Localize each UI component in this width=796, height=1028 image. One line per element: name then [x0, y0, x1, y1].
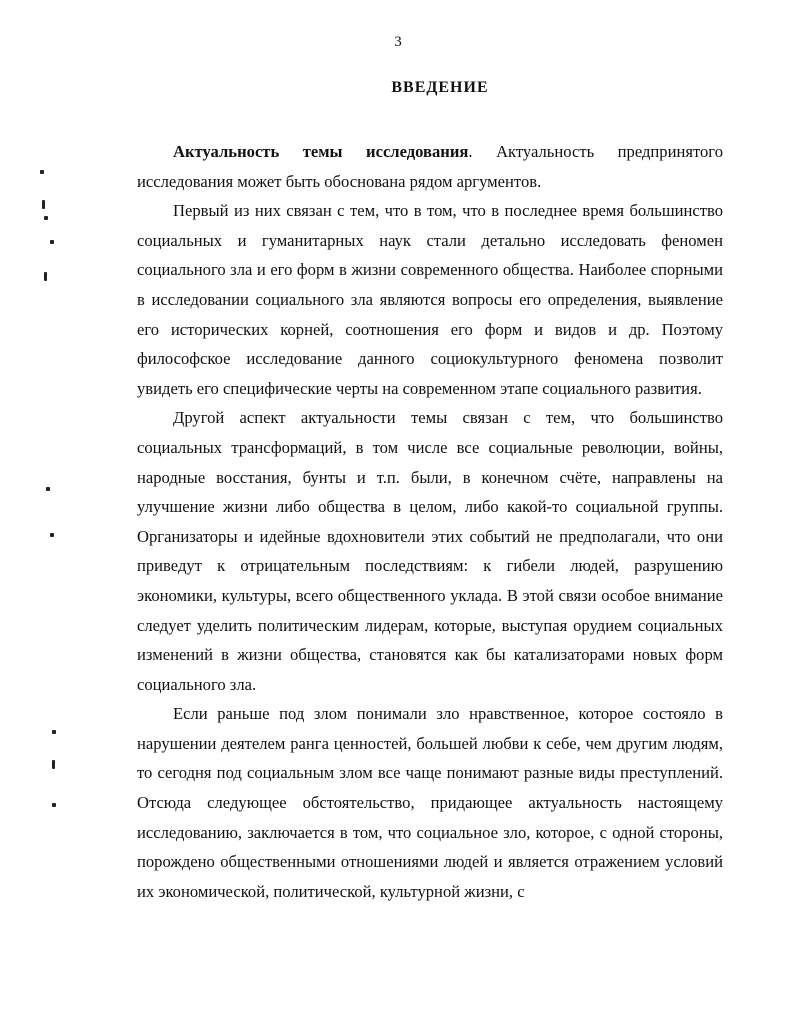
scan-mark [50, 240, 54, 244]
paragraph-3: Другой аспект актуальности темы связан с тем, что большинство социальных трансформаций, в том числе все социальные революции, войны, народные восстания, бунты и т.п. были, в конечном счёте, направлены на улучшение жизни либо общества в целом, либо какой-то социальной группы. Организаторы и идейные вдохновители этих событий не предполагали, что они приведут к отрицательным последствиям: к гибели людей, разрушению экономики, культуры, всего общественного уклада. В этой связи особое внимание следует уделить политическим лидерам, которые, выступая орудием социальных изменений в жизни общества, становятся как бы катализаторами новых форм социального зла. [137, 408, 723, 694]
scan-mark [40, 170, 44, 174]
scan-mark [52, 760, 55, 769]
scan-mark [52, 803, 56, 807]
paragraph-1-lead: Актуальность темы исследования [173, 142, 469, 161]
scan-mark [50, 533, 54, 537]
scan-mark [44, 216, 48, 220]
paragraph-1 [137, 137, 723, 196]
page-title: ВВЕДЕНИЕ [391, 79, 489, 96]
scan-mark [46, 487, 50, 491]
scan-mark [44, 272, 47, 281]
scan-mark [42, 200, 45, 209]
paragraph-4: Если раньше под злом понимали зло нравственное, которое состояло в нарушении деятелем ранга ценностей, большей любви к себе, чем другим людям, то сегодня под социальным злом все чаще понимают разные виды преступлений. Отсюда следующее обстоятельство, придающее актуальность настоящему исследованию, заключается в том, что социальное зло, которое, с одной стороны, порождено общественными отношениями людей и является отражением условий их экономической, политической, культурной жизни, с [137, 704, 723, 901]
document-body [137, 137, 723, 906]
paragraph-1-text: . Актуальность предпринятого исследования может быть обоснована рядом аргументов. [137, 142, 723, 191]
page-number: 3 [394, 34, 402, 50]
scan-mark [52, 730, 56, 734]
paragraph-2: Первый из них связан с тем, что в том, что в последнее время большинство социальных и гуманитарных наук стали детально исследовать феномен социального зла и его форм в жизни современного общества. Наиболее спорными в исследовании социального зла являются вопросы его определения, выявление его исторических корней, соотношения его форм и видов и др. Поэтому философское исследование данного социокультурного феномена позволит увидеть его специфические черты на современном этапе социального развития. [137, 201, 723, 398]
